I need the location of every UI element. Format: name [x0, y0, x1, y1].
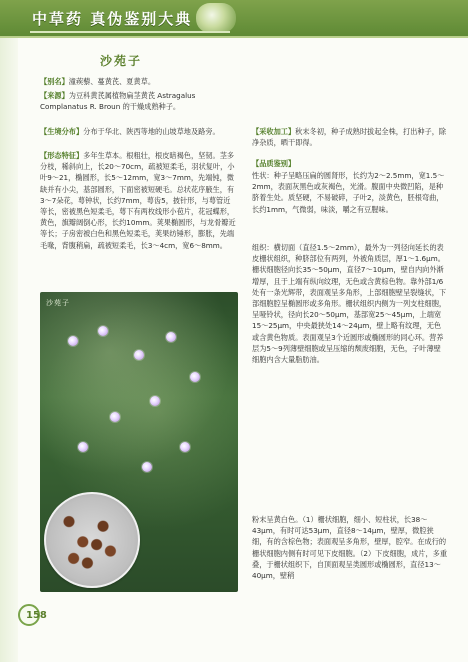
flower-icon [150, 396, 160, 406]
section-text: 粉末呈黄白色。（1）栅状细胞，细小、短柱状，长38～43μm，有时可达53μm，直径8～14μm，壁厚，微腔狭细，有的含棕色物；表面观呈多角形，壁厚，腔窄。在成行的栅状细胞内侧有时可见下皮细胞。（2）下皮细胞，成片，多重叠，于栅状组织下，自顶面观呈类圆形或椭圆形，直径13～40μm，壁稍 [252, 515, 448, 581]
left-margin-strip [0, 0, 18, 662]
flower-icon [190, 372, 200, 382]
section-morphology [40, 150, 236, 251]
section-text: 潼蒺藜、蔓黄芪、夏黄草。 [68, 77, 156, 86]
section-alias [40, 76, 236, 87]
flower-icon [98, 326, 108, 336]
photo-label: 沙苑子 [46, 299, 70, 307]
section-text: 性状：种子呈略压扁的圆肾形，长约为2～2.5mm，宽1.5～2mm，表面灰黑色或灰褐色，光滑。腹面中央微凹陷，是种脐着生处。质坚硬，不易破碎，子叶2，淡黄色，胚根弯曲，长约1mm，气微弱，味淡，嚼之有豆腥味。 [252, 171, 445, 214]
section-tissue [252, 242, 448, 365]
page-header [0, 0, 468, 38]
header-divider [30, 31, 230, 33]
section-powder [252, 514, 448, 581]
flower-icon [142, 462, 152, 472]
flower-icon [110, 412, 120, 422]
book-title: 中草药 真伪鉴别大典 [32, 10, 193, 28]
section-text: 多年生草本。根粗壮，根皮暗褐色，坚韧。茎多分枝，稀斜向上，长20～70cm，疏被短柔毛，羽状复叶，小叶9～21，椭圆形，长5～12mm，宽3～7mm，先端钝，微缺并有小尖，基部圆形，下面密被短硬毛。总状花序腋生，有3～7朵花，萼钟状，长约7mm，萼齿5，披针形，与萼管近等长，密被黑色短柔毛，萼下有两枚线形小苞片，花冠蝶形，黄色，旗瓣阔倒心形，长约10mm。荚果椭圆形，与龙骨瓣近等长；子房密被白色和黑色短柔毛，荚果纺锤形，膨胀，先端毛喙，背腹稍扁，疏被短柔毛，长3～4cm，宽6～8mm。 [40, 151, 236, 250]
section-traits [252, 170, 448, 215]
section-tag: 【来源】 [40, 91, 69, 100]
section-text: 为豆科黄芪属植物扁茎黄芪 Astragalus Complanatus R. Broun 的干燥成熟种子。 [40, 91, 196, 112]
header-emblem-icon [196, 3, 236, 33]
section-tag: 【别名】 [40, 77, 69, 86]
section-text: 秋末冬初，种子成熟时拔起全株，打出种子，除净杂质，晒干即得。 [252, 127, 447, 148]
section-harvest [252, 126, 448, 148]
section-source [40, 90, 236, 112]
section-identification-title [252, 158, 448, 169]
section-distribution [40, 126, 236, 137]
page-number: 158 [26, 610, 47, 621]
flower-icon [134, 350, 144, 360]
section-tag: 【采收加工】 [252, 127, 296, 136]
entry-title: 沙苑子 [100, 54, 143, 68]
section-text: 分布于华北、陕西等地的山坡草地及路旁。 [83, 127, 220, 136]
section-tag: 【生境分布】 [40, 127, 84, 136]
flower-icon [78, 442, 88, 452]
flower-icon [68, 336, 78, 346]
seed-inset-photo [44, 492, 140, 588]
section-tag: 【形态特征】 [40, 151, 84, 160]
section-text: 组织：横切面（直径1.5～2mm），最外为一列径向延长的表皮栅状组织，种脐部位有两列，外被角质层，厚1～1.6μm。栅状细胞径向长35～50μm，直径7～10μm，壁自内向外渐增厚，且于上端有纵向纹理，无色或含黄棕色物。靠外部1/6处有一条光辉带，表面观呈多角形，上部细胞壁呈裂缝状，下部细胞腔呈椭圆形或多角形。栅状组织内侧为一列支柱细胞，呈哑铃状，径向长20～50μm，基部宽25～45μm，上端宽15～25μm，中央最狭处14～24μm，壁上略有纹理，无色或含黄色物质。表面观呈3个近圆形或椭圆形的同心环。营养层为5～9列薄壁细胞或呈压缩的颓废细胞，无色，子叶薄壁细胞内含大量脂肪油。 [252, 243, 447, 365]
flower-icon [180, 442, 190, 452]
flower-icon [166, 332, 176, 342]
section-tag: 【品质鉴别】 [252, 159, 296, 168]
